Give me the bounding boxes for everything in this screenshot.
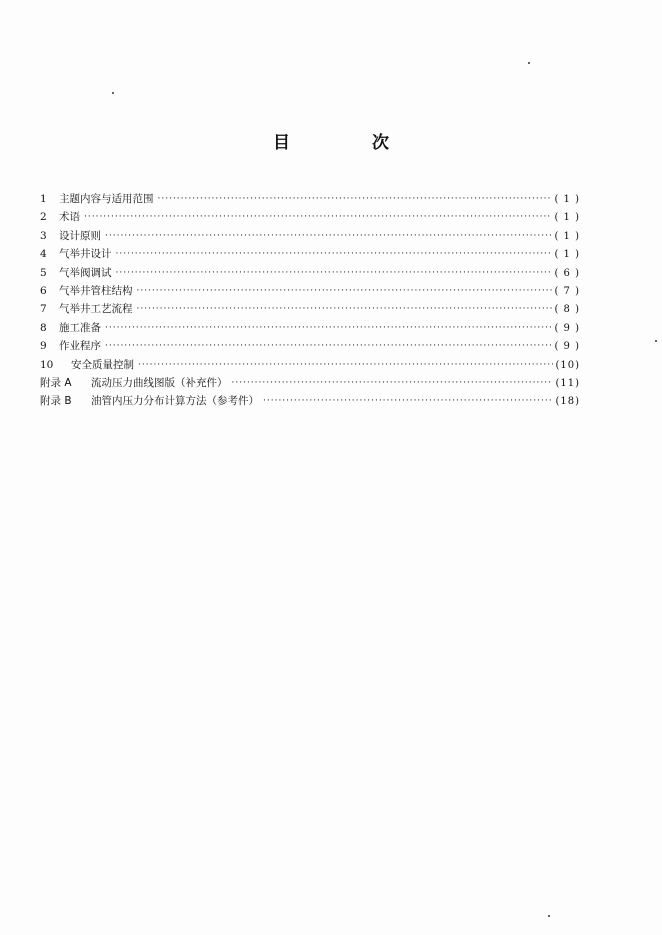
toc-entry-number: 2: [40, 211, 47, 224]
toc-entry-title: 气举井设计: [59, 248, 112, 261]
toc-entry-title: 气举阀调试: [59, 266, 112, 279]
toc-leader-dots: [137, 282, 553, 300]
toc-entry-number: 9: [40, 340, 47, 353]
toc-entry-title: 气举井工艺流程: [59, 303, 133, 316]
toc-entry-number: 3: [40, 229, 47, 242]
toc-entry-number: 4: [40, 248, 47, 261]
table-of-contents: [40, 190, 580, 411]
toc-entry-title: 术语: [59, 211, 80, 224]
toc-leader-dots: [105, 227, 552, 245]
toc-entry-title: 作业程序: [59, 340, 101, 353]
scan-speck: [528, 62, 530, 64]
toc-entry-page: ( 1 ): [554, 230, 580, 242]
toc-entry-page: ( 9 ): [554, 322, 580, 334]
toc-entry[interactable]: [40, 282, 580, 300]
toc-leader-dots: [138, 356, 553, 374]
toc-leader-dots: [116, 264, 553, 282]
toc-entry-number: 5: [40, 266, 47, 279]
toc-entry-page: (10): [555, 359, 580, 371]
toc-entry-number: 7: [40, 303, 47, 316]
toc-entry-page: ( 1 ): [554, 212, 580, 224]
toc-entry-number: 附录 B: [40, 395, 72, 408]
scan-speck: [655, 340, 657, 342]
toc-entry-title: 安全质量控制: [71, 358, 134, 371]
toc-entry[interactable]: [40, 337, 580, 355]
toc-entry-title: 气举井管柱结构: [59, 284, 133, 297]
scan-speck: [548, 915, 550, 917]
toc-leader-dots: [84, 208, 552, 226]
toc-entry-number: 10: [40, 358, 54, 371]
toc-entry-page: ( 9 ): [554, 341, 580, 353]
toc-entry[interactable]: [40, 392, 580, 410]
toc-leader-dots: [137, 300, 553, 318]
toc-entry-title: 油管内压力分布计算方法（参考件）: [91, 395, 259, 408]
scan-speck: [112, 92, 114, 94]
toc-entry[interactable]: [40, 356, 580, 374]
toc-entry-page: (11): [555, 377, 580, 389]
toc-entry[interactable]: [40, 190, 580, 208]
toc-entry-title: 设计原则: [59, 229, 101, 242]
toc-entry[interactable]: [40, 245, 580, 263]
toc-entry-page: ( 1 ): [554, 249, 580, 261]
toc-leader-dots: [105, 319, 552, 337]
toc-leader-dots: [116, 245, 553, 263]
toc-leader-dots: [158, 190, 553, 208]
toc-entry-title: 主题内容与适用范围: [59, 193, 154, 205]
toc-entry-number: 6: [40, 284, 47, 297]
toc-entry-page: ( 6 ): [554, 267, 580, 279]
toc-entry[interactable]: [40, 208, 580, 226]
toc-entry[interactable]: [40, 374, 580, 392]
toc-entry[interactable]: [40, 300, 580, 318]
toc-entry-page: ( 1 ): [554, 194, 580, 205]
toc-entry-number: 8: [40, 321, 47, 334]
toc-leader-dots: [263, 392, 553, 410]
toc-entry-page: (18): [555, 396, 580, 408]
toc-entry-page: ( 8 ): [554, 304, 580, 316]
toc-entry-number: 1: [40, 193, 47, 205]
page-title: 目 次: [273, 133, 427, 153]
toc-entry-page: ( 7 ): [554, 285, 580, 297]
toc-entry[interactable]: [40, 227, 580, 245]
toc-entry-number: 附录 A: [40, 376, 72, 389]
toc-entry[interactable]: [40, 319, 580, 337]
toc-entry-title: 流动压力曲线图版（补充件）: [91, 376, 228, 389]
toc-entry-title: 施工准备: [59, 321, 101, 334]
toc-leader-dots: [232, 374, 554, 392]
toc-entry[interactable]: [40, 264, 580, 282]
toc-leader-dots: [105, 337, 552, 355]
